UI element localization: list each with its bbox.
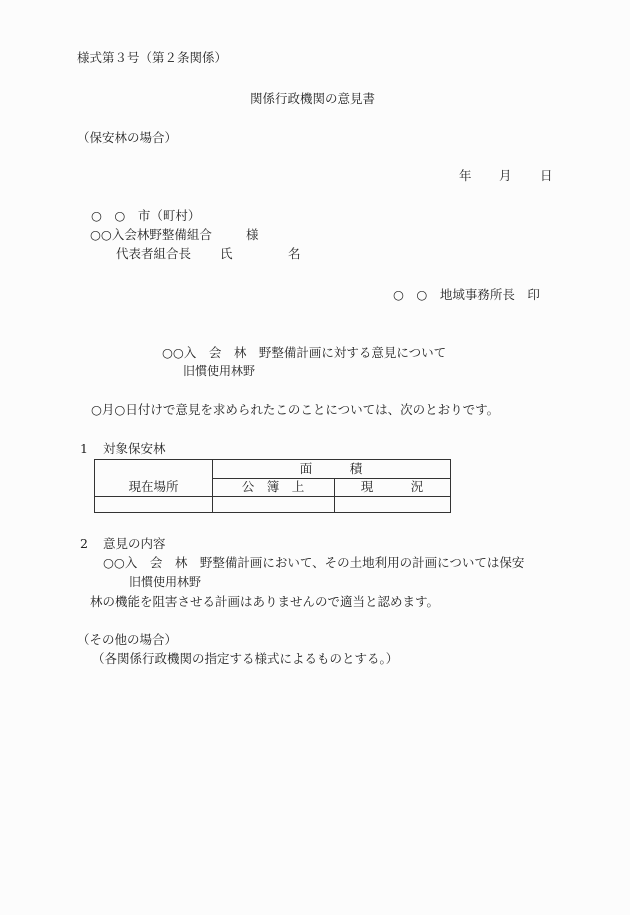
name-label-1: 氏 [220,246,233,261]
header-actual-status: 現 況 [360,479,424,494]
date-day: 日 [540,168,553,183]
header-area: 面 積 [299,461,363,476]
sender: ○ ○ 地域事務所長 印 [393,287,540,302]
section2-line1: ○○入 会 林 野整備計画において、その土地利用の計画については保安 [103,555,525,570]
section2-line1-sub: 旧慣使用林野 [129,575,202,589]
form-number: 様式第３号（第２条関係） [77,50,228,65]
date-year: 年 [459,168,472,183]
subject-line1: ○○入 会 林 野整備計画に対する意見について [162,345,447,360]
case-other-note: （各関係行政機関の指定する様式によるものとする。） [92,651,399,666]
date-month: 月 [499,168,512,183]
addressee-honorific: 様 [246,227,259,242]
intro-text: ○月○日付けで意見を求められたこのことについては、次のとおりです。 [91,402,500,417]
case-protected-forest-label: （保安林の場合） [77,130,178,145]
header-location: 現在場所 [128,479,179,494]
table-divider [95,496,450,497]
header-official-register: 公 簿 上 [241,479,305,494]
addressee-association: ○○入会林野整備組合 [90,227,212,242]
subject-line2: 旧慣使用林野 [183,364,256,378]
addressee-representative: 代表者組合長 [116,246,192,261]
section2-number: 2 [80,536,88,551]
addressee-city: ○ ○ 市（町村） [91,208,201,223]
section2-line2: 林の機能を阻害させる計画はありませんので適当と認めます。 [90,594,440,609]
protected-forest-table [94,459,451,513]
section1-number: 1 [80,441,88,456]
name-label-2: 名 [288,246,301,261]
case-other-label: （その他の場合） [77,632,178,647]
section1-heading: 対象保安林 [103,441,166,456]
section2-heading: 意見の内容 [103,536,166,551]
document-title: 関係行政機関の意見書 [250,91,376,106]
